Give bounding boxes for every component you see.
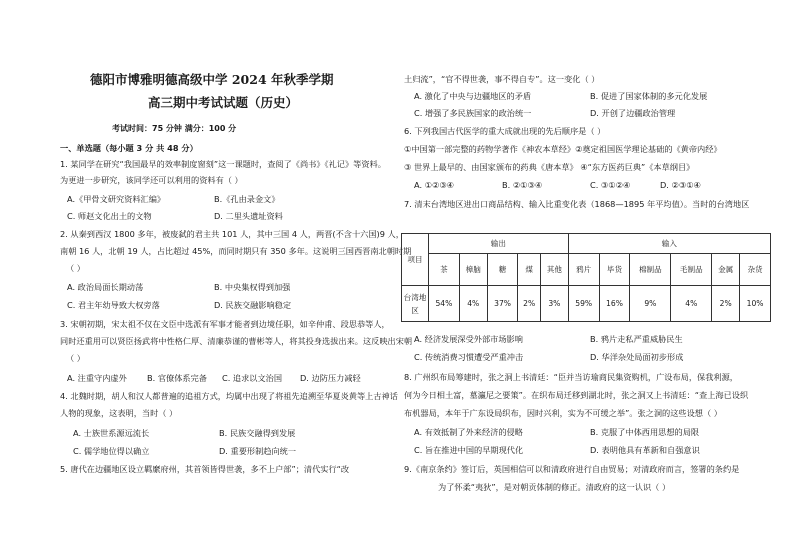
table-cell: 4% <box>671 286 712 322</box>
q6-option-c: C. ③①②④ <box>590 180 631 190</box>
q3-option-d: D. 边防压力减轻 <box>300 373 361 383</box>
table-cell: 2% <box>712 286 740 322</box>
q4-option-a: A. 士族世系源远流长 <box>73 428 150 438</box>
table-col-header: 煤 <box>518 254 540 286</box>
q8-option-b: B. 克服了中体西用思想的局限 <box>590 427 700 437</box>
q8-option-a: A. 有效抵制了外来经济的侵略 <box>414 427 523 437</box>
q1-line1: 1. 某同学在研究“我国最早的效率制度窗刻”这一课题时，查阅了《尚书》《礼记》等资料。 <box>60 159 386 169</box>
q2-option-a: A. 政治局面长期动荡 <box>67 282 144 292</box>
table-cell: 54% <box>429 286 460 322</box>
q8-line3: 布机器局，本年于广东设局织布，因时兴利，实为不可缓之举”。张之洞的这些设想（ ） <box>404 408 722 418</box>
table-col-header: 毛制品 <box>671 254 712 286</box>
table-region-cell: 台湾地区 <box>402 286 429 322</box>
table-row-header: 项目 <box>402 234 429 286</box>
q1-option-d: D. 二里头遗址资料 <box>214 211 283 221</box>
q8-line1: 8. 广州织布局筹建时，张之洞上书清廷：“臣并当访瑜商民集资购机，广设布局，保我利源， <box>404 372 738 382</box>
q2-line3: （ ） <box>66 263 85 273</box>
table-col-header: 糖 <box>487 254 518 286</box>
q1-line2: 为更进一步研究，该同学还可以利用的资料有（ ） <box>60 175 243 185</box>
exam-title: 高三期中考试试题（历史） <box>148 95 299 110</box>
table-col-header: 其他 <box>540 254 568 286</box>
table-col-header: 棉制品 <box>630 254 671 286</box>
q5-option-d: D. 开创了边疆政治管理 <box>590 108 676 118</box>
q2-line1: 2. 从秦到西汉 1800 多年，被废弑的君主共 101 人，其中三国 4 人，两晋(不含十六国)9 人， <box>60 229 404 239</box>
q3-option-b: B. 官僚体系完备 <box>147 373 207 383</box>
table-col-header: 金属 <box>712 254 740 286</box>
q3-option-a: A. 注重守内虚外 <box>67 373 127 383</box>
table-col-header: 樟脑 <box>459 254 487 286</box>
exam-info: 考试时间：75 分钟 满分：100 分 <box>112 124 237 133</box>
table-col-header: 毕货 <box>599 254 630 286</box>
table-col-header: 鸦片 <box>568 254 599 286</box>
q8-line2: 何为今日相土富，墓瀛尼之要策”。在织布局迁移到湖北时，张之洞又上书清廷：“查上海已设织 <box>404 390 749 400</box>
section-heading: 一、单选题（每小题 3 分 共 48 分） <box>60 143 198 153</box>
q7-option-c: C. 传统消费习惯遭受严重冲击 <box>414 352 524 362</box>
q9-line1: 9.《南京条约》签订后，英国相信可以和清政府进行自由贸易；对清政府而言，签署的条约是 <box>404 464 740 474</box>
q7-stem: 7. 清末台湾地区进出口商品结构、输入比重变化表（1868—1895 年平均值）。当时的台湾地区 <box>404 199 750 209</box>
q1-option-b: B.《孔由录金文》 <box>214 194 280 204</box>
table-group-export: 输出 <box>429 234 569 254</box>
q6-option-a: A. ①②③④ <box>414 180 455 190</box>
table-col-header: 茶 <box>429 254 460 286</box>
table-cell: 37% <box>487 286 518 322</box>
q4-line2: 人物的现象，这表明，当时（ ） <box>60 408 178 418</box>
q3-line3: （ ） <box>66 353 85 363</box>
table-cell: 3% <box>540 286 568 322</box>
table-cell: 16% <box>599 286 630 322</box>
q4-option-d: D. 重要形制趋向统一 <box>219 446 297 456</box>
q6-item-1: ①中国第一部完整的药物学著作《神农本草经》②奠定祖国医学理论基础的《黄帝内经》 <box>404 144 722 154</box>
q6-option-b: B. ②①③④ <box>502 180 543 190</box>
q5-option-b: B. 促进了国家体制的多元化发展 <box>590 91 708 101</box>
table-cell: 2% <box>518 286 540 322</box>
q3-line2: 同时还重用可以贤臣扬武将中性格仁厚、清廉恭谨的曹彬等人，将其投身选拔出来。这反映出宋朝 <box>60 336 413 346</box>
q7-option-d: D. 华洋杂处局面初步形成 <box>590 352 684 362</box>
trade-table <box>401 233 771 322</box>
q5-option-c: C. 增强了多民族国家的政治统一 <box>414 108 532 118</box>
q4-line1: 4. 北魏时期，胡人和汉人都普遍的追祖方式，均属中出现了将祖先追溯至华夏炎黄等上古神话 <box>60 391 398 401</box>
q5-option-a: A. 激化了中央与边疆地区的矛盾 <box>414 91 532 101</box>
q1-option-a: A.《甲骨文研究资料汇编》 <box>67 194 166 204</box>
q5-line1: 5. 唐代在边疆地区设立羁縻府州，其首领皆得世袭，多不上户部”；清代实行“改 <box>60 464 350 474</box>
q7-option-b: B. 鸦片走私严重威胁民生 <box>590 334 683 344</box>
q2-option-c: C. 君主年幼导致大权旁落 <box>67 300 160 310</box>
table-cell: 59% <box>568 286 599 322</box>
q6-option-d: D. ②③①④ <box>660 180 701 190</box>
q3-option-c: C. 追求以文治国 <box>222 373 283 383</box>
table-cell: 9% <box>630 286 671 322</box>
q2-line2: 南朝 16 人，北朝 19 人，占比超过 45%，而同时期只有 350 多年。这说明三国西晋南北朝时期 <box>60 246 412 256</box>
q4-option-c: C. 儒学地位得以确立 <box>73 446 150 456</box>
q1-option-c: C. 师赵文化出土的文物 <box>67 211 152 221</box>
q7-option-a: A. 经济发展深受外部市场影响 <box>414 334 523 344</box>
q4-option-b: B. 民族交融得到发展 <box>219 428 296 438</box>
table-cell: 10% <box>740 286 771 322</box>
table-group-import: 输入 <box>568 234 770 254</box>
q9-line2: 为了怀柔“夷狄”，是对朝贡体制的修正。清政府的这一认识（ ） <box>438 482 671 492</box>
table-cell: 4% <box>459 286 487 322</box>
q6-stem: 6. 下列我国古代医学的重大成就出现的先后顺序是（ ） <box>404 126 606 136</box>
q3-line1: 3. 宋朝初期，宋太祖不仅在文臣中选派有军事才能者到边境任职，如辛仲甫、段思恭等人， <box>60 319 390 329</box>
table-col-header: 杂货 <box>740 254 771 286</box>
school-title: 德阳市博雅明德高级中学 2024 年秋季学期 <box>90 72 334 87</box>
q8-option-d: D. 表明他具有革新和自强意识 <box>590 445 700 455</box>
q5-continuation: 土归流”，“官不得世袭，事不得自专”。这一变化（ ） <box>404 74 600 84</box>
q2-option-b: B. 中央集权得到加强 <box>214 282 291 292</box>
q8-option-c: C. 旨在推进中国的早期现代化 <box>414 445 524 455</box>
q6-item-2: ③ 世界上最早的、由国家颁布的药典《唐本草》 ④“东方医药巨典”《本草纲目》 <box>404 162 695 172</box>
q2-option-d: D. 民族交融影响稳定 <box>214 300 292 310</box>
